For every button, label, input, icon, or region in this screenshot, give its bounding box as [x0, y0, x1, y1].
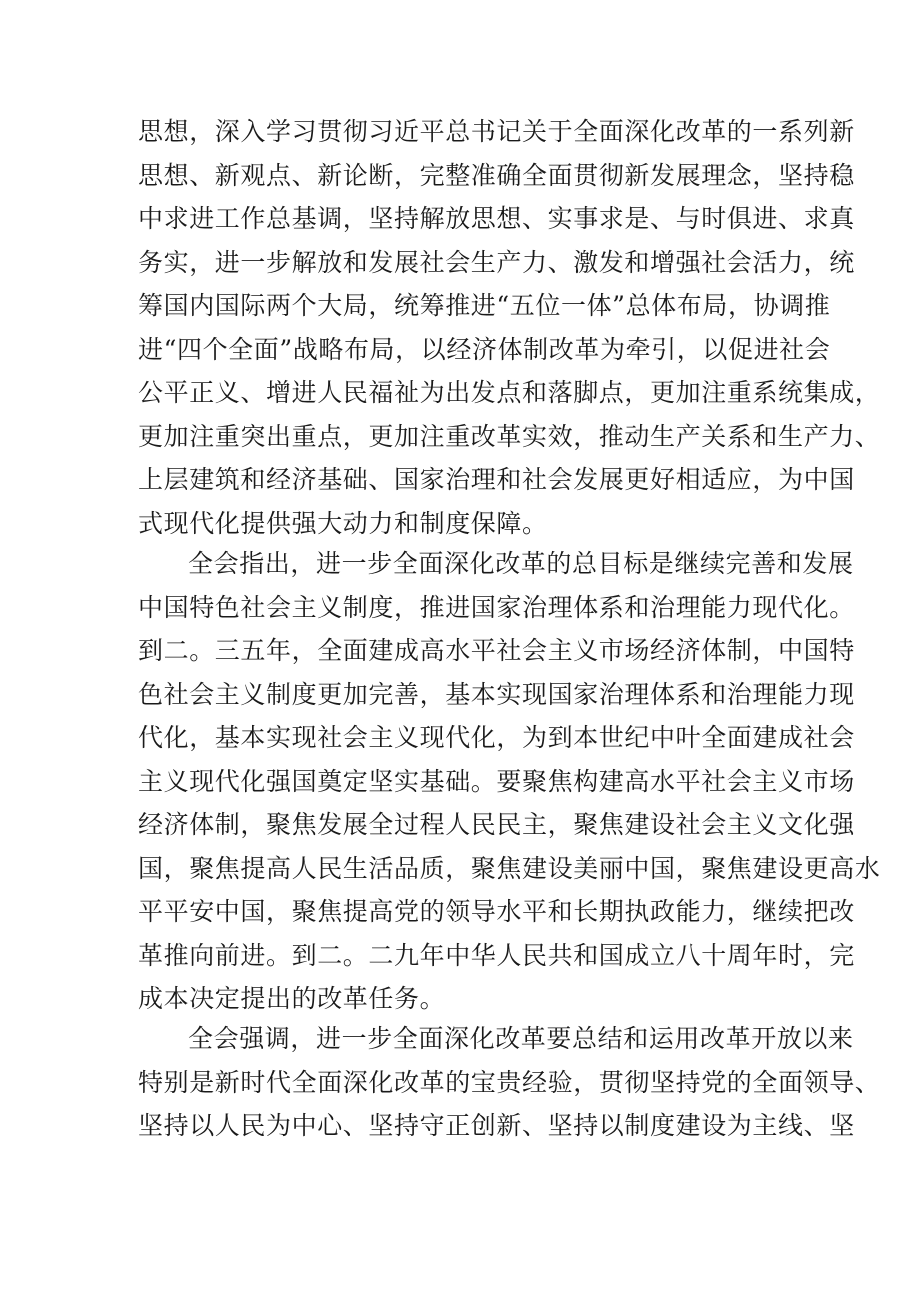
paragraph-line: 筹国内国际两个大局，统筹推进“五位一体”总体布局，协调推 — [138, 291, 831, 320]
paragraph-line: 到二。三五年，全面建成高水平社会主义市场经济体制，中国特 — [138, 636, 855, 665]
paragraph-line: 色社会主义制度更加完善，基本实现国家治理体系和治理能力现 — [138, 679, 855, 709]
paragraph-line: 思想、新观点、新论断，完整准确全面贯彻新发展理念，坚持稳 — [138, 160, 855, 190]
paragraph-line: 代化，基本实现社会主义现代化，为到本世纪中叶全面建成社会 — [138, 723, 855, 752]
paragraph-line: 平平安中国，聚焦提高党的领导水平和长期执政能力，继续把改 — [138, 897, 855, 926]
paragraph-line: 革推向前进。到二。二九年中华人民共和国成立八十周年时，完 — [138, 940, 855, 970]
paragraph-line: 坚持以人民为中心、坚持守正创新、坚持以制度建设为主线、坚 — [138, 1111, 855, 1140]
paragraph-line: 更加注重突出重点，更加注重改革实效，推动生产关系和生产力、 — [138, 421, 881, 451]
paragraph-line: 式现代化提供强大动力和制度保障。 — [138, 508, 548, 538]
paragraph-line: 经济体制，聚焦发展全过程人民民主，聚焦建设社会主义文化强 — [138, 810, 855, 839]
paragraph-line: 成本决定提出的改革任务。 — [138, 984, 446, 1013]
paragraph-line: 上层建筑和经济基础、国家治理和社会发展更好相适应，为中国 — [138, 465, 855, 494]
paragraph-line: 中国特色社会主义制度，推进国家治理体系和治理能力现代化。 — [138, 592, 855, 622]
paragraph-first-line: 全会强调，进一步全面深化改革要总结和运用改革开放以来 — [188, 1024, 854, 1053]
paragraph-first-line: 全会指出，进一步全面深化改革的总目标是继续完善和发展 — [188, 549, 854, 578]
paragraph-line: 务实，进一步解放和发展社会生产力、激发和增强社会活力，统 — [138, 247, 855, 277]
paragraph-line: 主义现代化强国奠定坚实基础。要聚焦构建高水平社会主义市场 — [138, 766, 855, 796]
paragraph-1 — [138, 110, 881, 545]
paragraph-2 — [138, 542, 881, 1021]
paragraph-line: 公平正义、增进人民福祉为出发点和落脚点，更加注重系统集成， — [138, 378, 881, 407]
paragraph-line: 特别是新时代全面深化改革的宝贵经验，贯彻坚持党的全面领导、 — [138, 1067, 881, 1097]
paragraph-line: 思想，深入学习贯彻习近平总书记关于全面深化改革的一系列新 — [138, 117, 855, 146]
paragraph-line: 中求进工作总基调，坚持解放思想、实事求是、与时俱进、求真 — [138, 204, 855, 233]
paragraph-line: 进“四个全面”战略布局，以经济体制改革为牵引，以促进社会 — [138, 334, 831, 364]
paragraph-line: 国，聚焦提高人民生活品质，聚焦建设美丽中国，聚焦建设更高水 — [138, 853, 881, 883]
paragraph-3 — [138, 1017, 881, 1148]
